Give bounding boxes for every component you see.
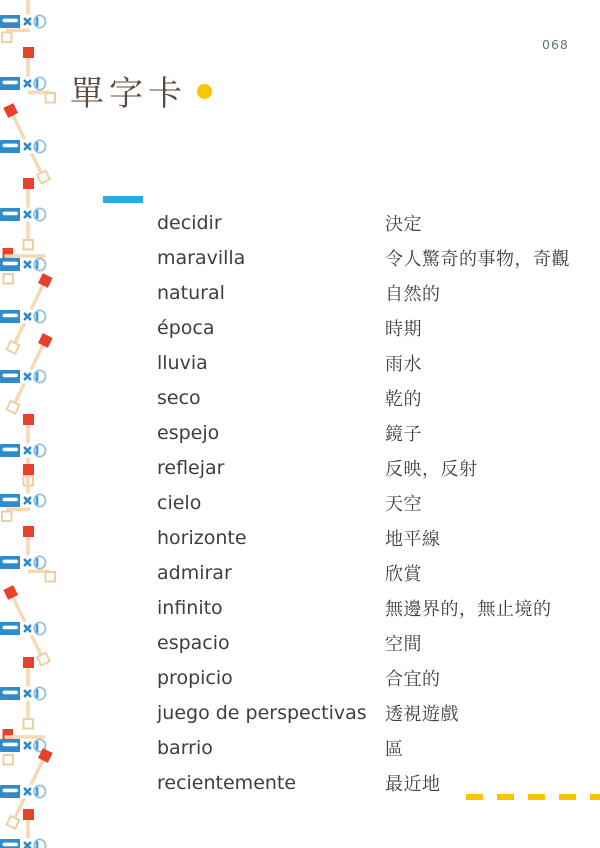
- chinese-translation: 無邊界的，無止境的: [385, 598, 552, 620]
- chinese-translation: 乾的: [385, 388, 422, 410]
- vocab-row: [157, 730, 587, 765]
- chinese-translation: 鏡子: [385, 423, 422, 445]
- yellow-dot-icon: [197, 84, 212, 99]
- spanish-word: juego de perspectivas: [157, 701, 367, 724]
- spanish-word: maravilla: [157, 246, 246, 269]
- chinese-translation: 區: [385, 738, 404, 760]
- vocab-row: [157, 660, 587, 695]
- chinese-translation: 反映，反射: [385, 458, 478, 480]
- vocab-row: [157, 275, 587, 310]
- vocab-row: [157, 485, 587, 520]
- chinese-translation: 透視遊戲: [385, 703, 459, 725]
- vocab-row: [157, 240, 587, 275]
- vocab-row: [157, 415, 587, 450]
- vocab-row: [157, 520, 587, 555]
- vocab-row: [157, 590, 587, 625]
- chinese-translation: 自然的: [385, 283, 441, 305]
- spanish-word: espacio: [157, 631, 230, 654]
- spanish-word: barrio: [157, 736, 213, 759]
- spanish-word: época: [157, 316, 215, 339]
- flag-stick-toy-icon: [0, 801, 60, 848]
- chinese-translation: 令人驚奇的事物，奇觀: [385, 248, 570, 270]
- vocab-row: [157, 695, 587, 730]
- spanish-word: cielo: [157, 491, 202, 514]
- yellow-dashed-line: [466, 794, 600, 800]
- spanish-word: lluvia: [157, 351, 208, 374]
- vocab-row: [157, 205, 587, 240]
- spanish-word: infinito: [157, 596, 223, 619]
- spanish-word: horizonte: [157, 526, 247, 549]
- vocab-row: [157, 345, 587, 380]
- spanish-word: espejo: [157, 421, 220, 444]
- spanish-word: reflejar: [157, 456, 225, 479]
- chinese-translation: 時期: [385, 318, 422, 340]
- spanish-word: admirar: [157, 561, 232, 584]
- vocab-row: [157, 380, 587, 415]
- spanish-word: propicio: [157, 666, 233, 689]
- vocab-row: [157, 310, 587, 345]
- chinese-translation: 合宜的: [385, 668, 441, 690]
- spanish-word: recientemente: [157, 771, 297, 794]
- blue-dash-icon: [103, 196, 143, 203]
- spanish-word: decidir: [157, 211, 222, 234]
- spanish-word: natural: [157, 281, 225, 304]
- chinese-translation: 地平線: [385, 528, 441, 550]
- chinese-translation: 空間: [385, 633, 422, 655]
- chinese-translation: 最近地: [385, 773, 441, 795]
- chinese-translation: 天空: [385, 493, 422, 515]
- chinese-translation: 雨水: [385, 353, 422, 375]
- spanish-word: seco: [157, 386, 201, 409]
- vocab-row: [157, 625, 587, 660]
- page-number: 068: [542, 37, 569, 52]
- vocab-row: [157, 450, 587, 485]
- page-title: 單字卡: [70, 74, 187, 114]
- vocab-row: [157, 555, 587, 590]
- chinese-translation: 欣賞: [385, 563, 422, 585]
- vocab-list: [157, 205, 587, 800]
- chinese-translation: 決定: [385, 213, 422, 235]
